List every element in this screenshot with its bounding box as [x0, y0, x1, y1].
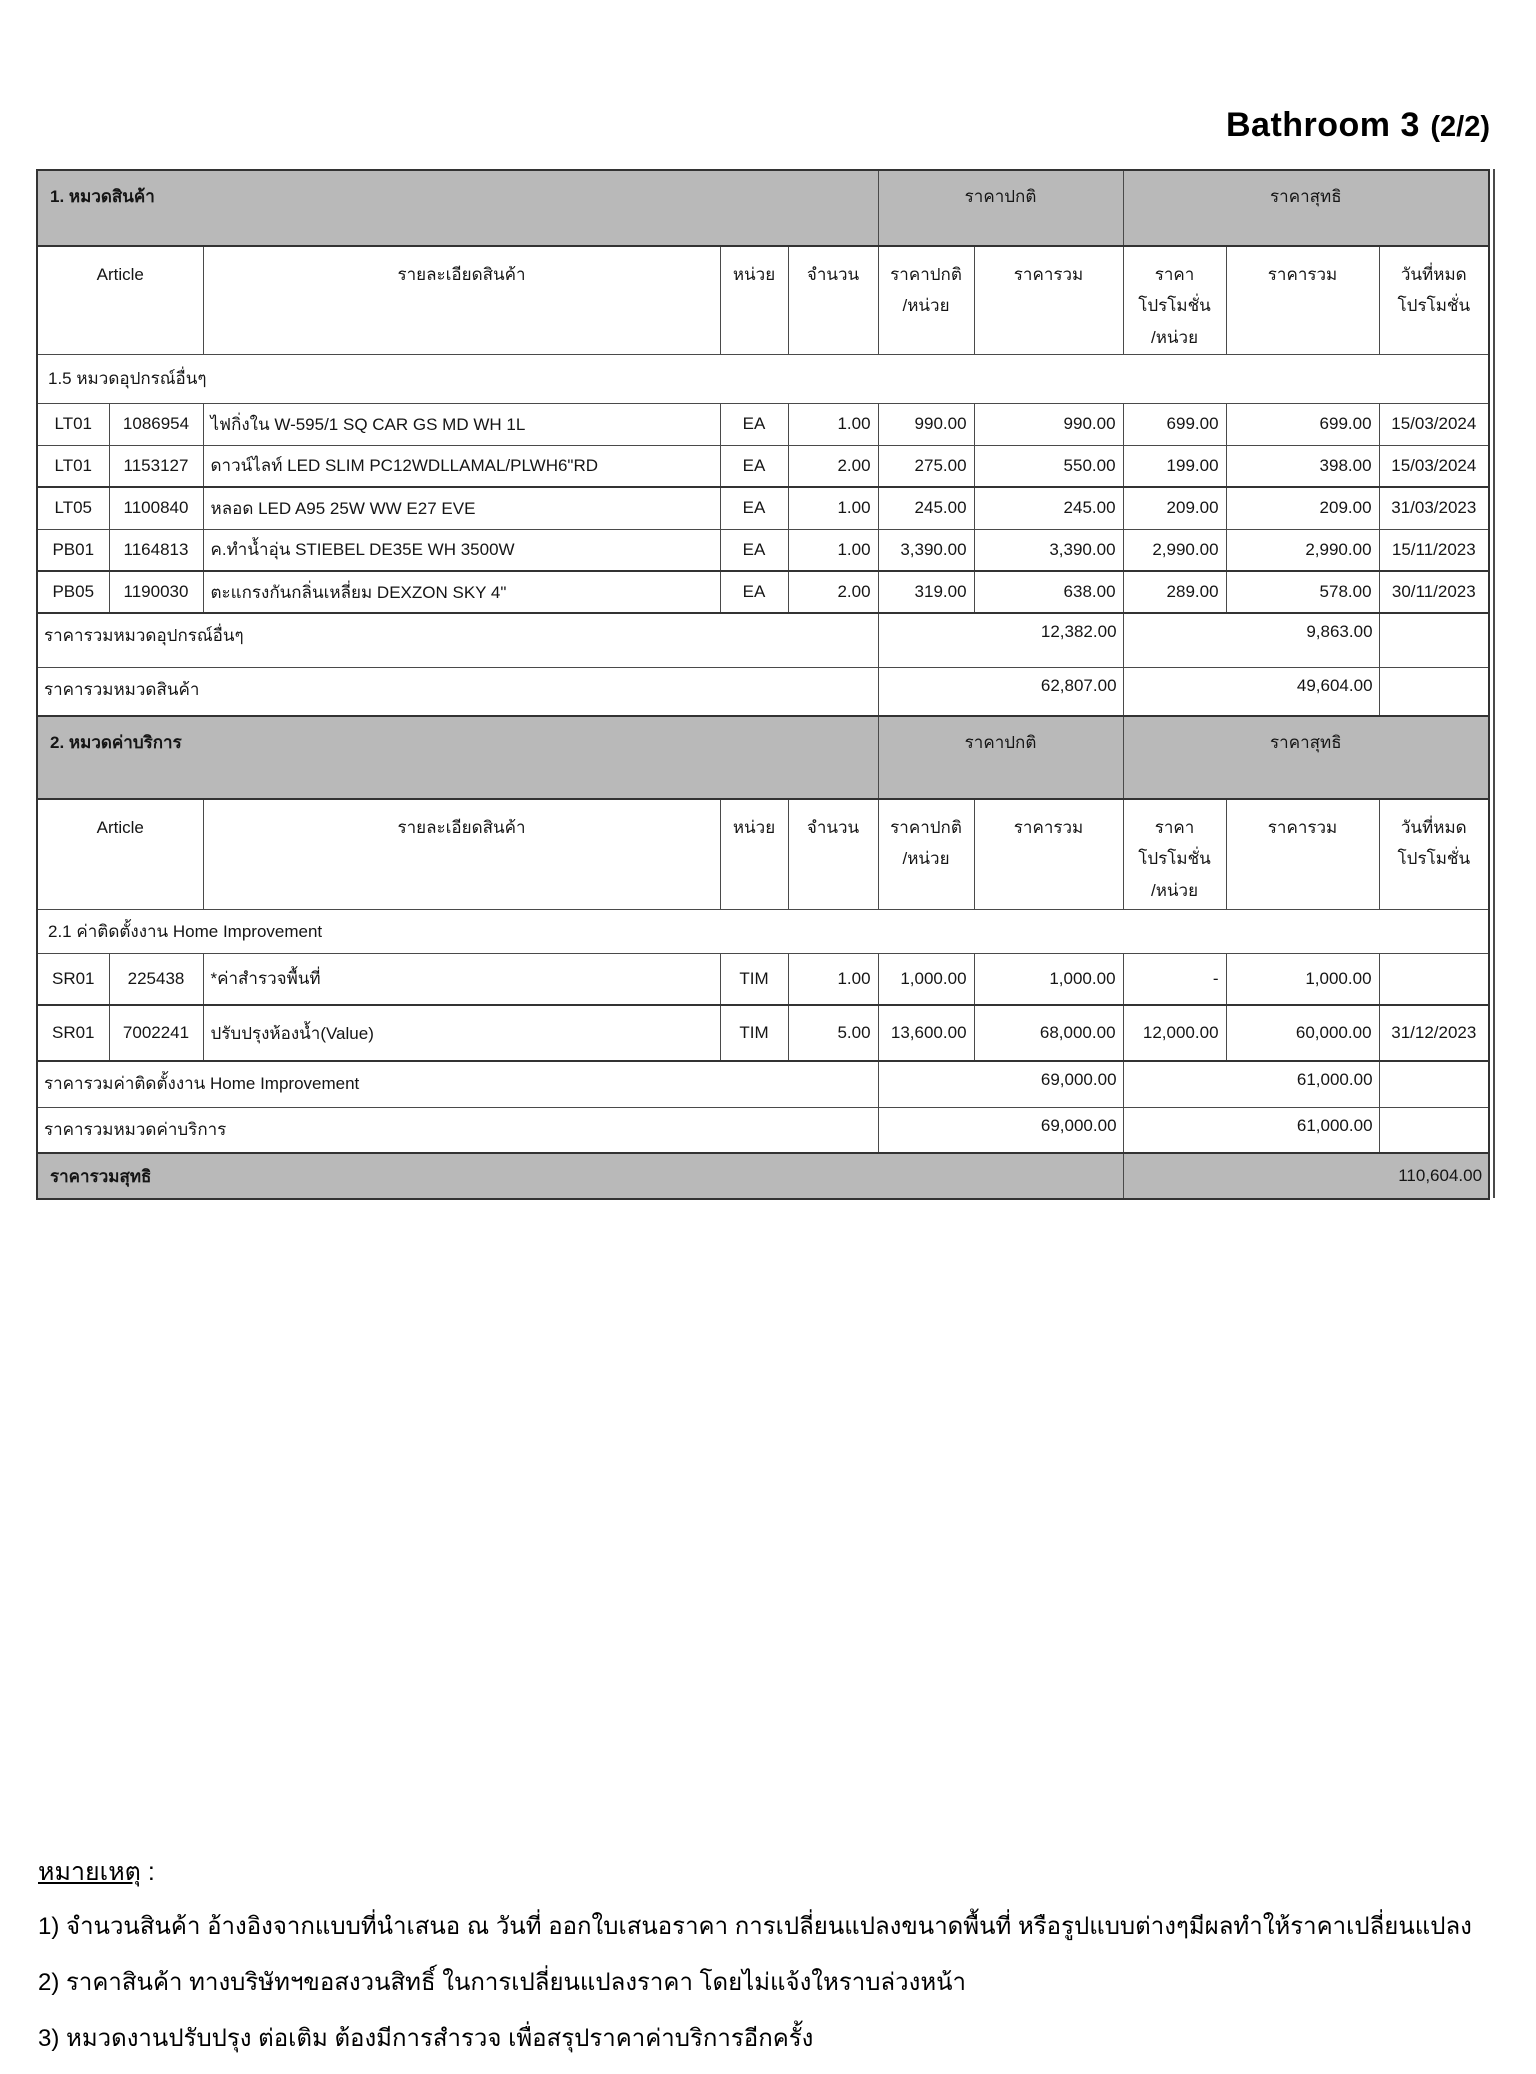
total-cell: 990.00	[974, 403, 1123, 445]
article-header-cell: Article	[37, 799, 203, 909]
total-cell: 1,000.00	[974, 953, 1123, 1005]
total-row-products	[37, 667, 1489, 716]
promo-unit-cell: 2,990.00	[1123, 529, 1226, 571]
promo-unit-price-header-line3: /หน่วย	[1151, 880, 1199, 900]
promo-end-cell: 31/03/2023	[1379, 487, 1489, 529]
promo-total-header-cell: ราคารวม	[1226, 799, 1379, 909]
promo-end-cell: 30/11/2023	[1379, 571, 1489, 613]
promo-end-cell: 15/11/2023	[1379, 529, 1489, 571]
table-row	[37, 445, 1489, 487]
qty-cell: 1.00	[788, 403, 878, 445]
promo-end-header-line2: โปรโมชั่น	[1397, 849, 1471, 869]
article-cell: 1153127	[109, 445, 203, 487]
promo-end-cell: 15/03/2024	[1379, 403, 1489, 445]
code-cell: SR01	[37, 953, 109, 1005]
total-cell: 550.00	[974, 445, 1123, 487]
subtotal-label: ราคารวมค่าติดตั้งงาน Home Improvement	[37, 1061, 878, 1107]
promo-unit-price-header-line2: โปรโมชั่น	[1138, 296, 1211, 316]
promo-total-cell: 578.00	[1226, 571, 1379, 613]
unit-cell: EA	[720, 529, 788, 571]
promo-unit-cell: 12,000.00	[1123, 1005, 1226, 1061]
promo-total-cell: 209.00	[1226, 487, 1379, 529]
section-band-products	[37, 170, 1489, 246]
normal-unit-price-header-cell	[878, 799, 974, 909]
unit-cell: EA	[720, 403, 788, 445]
subtotal-net-value: 9,863.00	[1123, 613, 1379, 667]
net-price-band-header: ราคาสุทธิ	[1123, 170, 1489, 246]
subtotal-row-installation	[37, 1061, 1489, 1107]
normal-price-band-header: ราคาปกติ	[878, 170, 1123, 246]
promo-total-cell: 2,990.00	[1226, 529, 1379, 571]
subtotal-net-value: 61,000.00	[1123, 1061, 1379, 1107]
code-cell: PB01	[37, 529, 109, 571]
promo-unit-price-header-line3: /หน่วย	[1151, 327, 1199, 347]
table-right-double-border	[1493, 169, 1495, 1198]
table-row	[37, 953, 1489, 1005]
total-normal-value: 69,000.00	[878, 1107, 1123, 1153]
promo-unit-cell: 699.00	[1123, 403, 1226, 445]
total-label: ราคารวมหมวดสินค้า	[37, 667, 878, 716]
promo-unit-price-header-line2: โปรโมชั่น	[1138, 849, 1211, 869]
description-cell: ค.ทำน้ำอุ่น STIEBEL DE35E WH 3500W	[203, 529, 720, 571]
subsection-title: 2.1 ค่าติดตั้งงาน Home Improvement	[37, 909, 1489, 953]
note-line: 3) หมวดงานปรับปรุง ต่อเติม ต้องมีการสำรวจ เพื่อสรุปราคาค่าบริการอีกครั้ง	[38, 2025, 814, 2052]
article-cell: 1190030	[109, 571, 203, 613]
column-header-row	[37, 799, 1489, 909]
promo-unit-price-header-cell	[1123, 799, 1226, 909]
table-row	[37, 529, 1489, 571]
unit-price-cell: 1,000.00	[878, 953, 974, 1005]
total-cell: 638.00	[974, 571, 1123, 613]
total-empty-cell	[1379, 667, 1489, 716]
page-title-main: Bathroom 3	[1225, 106, 1420, 144]
qty-header-cell: จำนวน	[788, 246, 878, 354]
subtotal-empty-cell	[1379, 613, 1489, 667]
promo-end-cell	[1379, 953, 1489, 1005]
qty-cell: 2.00	[788, 571, 878, 613]
total-cell: 68,000.00	[974, 1005, 1123, 1061]
subsection-row-installation	[37, 909, 1489, 953]
table-row	[37, 1005, 1489, 1061]
promo-end-header-line1: วันที่หมด	[1400, 265, 1467, 284]
unit-price-cell: 245.00	[878, 487, 974, 529]
article-cell: 1100840	[109, 487, 203, 529]
promo-total-header-cell: ราคารวม	[1226, 246, 1379, 354]
table-row	[37, 403, 1489, 445]
unit-price-cell: 275.00	[878, 445, 974, 487]
promo-unit-cell: 199.00	[1123, 445, 1226, 487]
description-header-cell: รายละเอียดสินค้า	[203, 799, 720, 909]
page-title	[1226, 106, 1490, 145]
promo-unit-price-header-line1: ราคา	[1154, 265, 1195, 284]
grand-total-label: ราคารวมสุทธิ	[37, 1153, 1123, 1199]
unit-cell: EA	[720, 571, 788, 613]
normal-unit-price-header-line2: /หน่วย	[902, 296, 950, 316]
total-normal-value: 62,807.00	[878, 667, 1123, 716]
grand-total-value: 110,604.00	[1123, 1153, 1489, 1199]
promo-end-header-line2: โปรโมชั่น	[1397, 296, 1471, 316]
notes-heading	[38, 1852, 1508, 1892]
article-header-cell: Article	[37, 246, 203, 354]
normal-total-header-cell: ราคารวม	[974, 246, 1123, 354]
unit-header-cell: หน่วย	[720, 246, 788, 354]
normal-unit-price-header-line2: /หน่วย	[902, 849, 950, 869]
unit-cell: TIM	[720, 953, 788, 1005]
notes-heading-text: หมายเหตุ	[38, 1858, 141, 1886]
unit-price-cell: 990.00	[878, 403, 974, 445]
article-cell: 225438	[109, 953, 203, 1005]
unit-cell: EA	[720, 487, 788, 529]
total-empty-cell	[1379, 1107, 1489, 1153]
code-cell: LT05	[37, 487, 109, 529]
promo-end-header-line1: วันที่หมด	[1400, 818, 1467, 837]
promo-end-header-cell	[1379, 799, 1489, 909]
normal-total-header-cell: ราคารวม	[974, 799, 1123, 909]
unit-price-cell: 3,390.00	[878, 529, 974, 571]
normal-unit-price-header-cell	[878, 246, 974, 354]
promo-end-cell: 15/03/2024	[1379, 445, 1489, 487]
article-cell: 1164813	[109, 529, 203, 571]
article-cell: 1086954	[109, 403, 203, 445]
qty-cell: 5.00	[788, 1005, 878, 1061]
total-cell: 245.00	[974, 487, 1123, 529]
note-line: 1) จำนวนสินค้า อ้างอิงจากแบบที่นำเสนอ ณ วันที่ ออกใบเสนอราคา การเปลี่ยนแปลงขนาดพื้นที่ หรือรูปแบบต่างๆมีผลทำให้ราคาเปลี่ยนแปลง	[38, 1913, 1472, 1940]
column-header-row	[37, 246, 1489, 354]
page-title-page-number: (2/2)	[1430, 111, 1490, 143]
promo-total-cell: 1,000.00	[1226, 953, 1379, 1005]
code-cell: LT01	[37, 445, 109, 487]
notes-section	[38, 1852, 1508, 2074]
table-row	[37, 571, 1489, 613]
notes-heading-colon: :	[140, 1858, 155, 1886]
total-cell: 3,390.00	[974, 529, 1123, 571]
subtotal-row-other-equipment	[37, 613, 1489, 667]
unit-header-cell: หน่วย	[720, 799, 788, 909]
table-row	[37, 487, 1489, 529]
section-band-services	[37, 716, 1489, 799]
normal-unit-price-header-line1: ราคาปกติ	[890, 818, 962, 837]
qty-cell: 1.00	[788, 487, 878, 529]
promo-total-cell: 398.00	[1226, 445, 1379, 487]
description-header-cell: รายละเอียดสินค้า	[203, 246, 720, 354]
description-cell: ดาวน์ไลท์ LED SLIM PC12WDLLAMAL/PLWH6"RD	[203, 445, 720, 487]
services-band-title: 2. หมวดค่าบริการ	[37, 716, 878, 799]
description-cell: *ค่าสำรวจพื้นที่	[203, 953, 720, 1005]
promo-total-cell: 60,000.00	[1226, 1005, 1379, 1061]
promo-end-cell: 31/12/2023	[1379, 1005, 1489, 1061]
subtotal-normal-value: 12,382.00	[878, 613, 1123, 667]
description-cell: ตะแกรงกันกลิ่นเหลี่ยม DEXZON SKY 4"	[203, 571, 720, 613]
unit-price-cell: 13,600.00	[878, 1005, 974, 1061]
quotation-table	[36, 169, 1490, 1200]
subtotal-label: ราคารวมหมวดอุปกรณ์อื่นๆ	[37, 613, 878, 667]
total-net-value: 61,000.00	[1123, 1107, 1379, 1153]
promo-total-cell: 699.00	[1226, 403, 1379, 445]
unit-price-cell: 319.00	[878, 571, 974, 613]
qty-header-cell: จำนวน	[788, 799, 878, 909]
qty-cell: 1.00	[788, 529, 878, 571]
grand-total-row	[37, 1153, 1489, 1199]
promo-unit-cell: -	[1123, 953, 1226, 1005]
qty-cell: 1.00	[788, 953, 878, 1005]
code-cell: LT01	[37, 403, 109, 445]
code-cell: SR01	[37, 1005, 109, 1061]
promo-unit-cell: 209.00	[1123, 487, 1226, 529]
promo-unit-price-header-cell	[1123, 246, 1226, 354]
normal-price-band-header: ราคาปกติ	[878, 716, 1123, 799]
total-net-value: 49,604.00	[1123, 667, 1379, 716]
normal-unit-price-header-line1: ราคาปกติ	[890, 265, 962, 284]
promo-unit-cell: 289.00	[1123, 571, 1226, 613]
description-cell: ไฟกิ่งใน W-595/1 SQ CAR GS MD WH 1L	[203, 403, 720, 445]
description-cell: หลอด LED A95 25W WW E27 EVE	[203, 487, 720, 529]
qty-cell: 2.00	[788, 445, 878, 487]
total-row-services	[37, 1107, 1489, 1153]
products-band-title: 1. หมวดสินค้า	[37, 170, 878, 246]
note-line: 2) ราคาสินค้า ทางบริษัทฯขอสงวนสิทธิ์ ในการเปลี่ยนแปลงราคา โดยไม่แจ้งใหราบล่วงหน้า	[38, 1969, 967, 1996]
unit-cell: EA	[720, 445, 788, 487]
article-cell: 7002241	[109, 1005, 203, 1061]
promo-unit-price-header-line1: ราคา	[1154, 818, 1195, 837]
code-cell: PB05	[37, 571, 109, 613]
subsection-row-other-equipment	[37, 354, 1489, 403]
subsection-title: 1.5 หมวดอุปกรณ์อื่นๆ	[37, 354, 1489, 403]
description-cell: ปรับปรุงห้องน้ำ(Value)	[203, 1005, 720, 1061]
net-price-band-header: ราคาสุทธิ	[1123, 716, 1489, 799]
unit-cell: TIM	[720, 1005, 788, 1061]
promo-end-header-cell	[1379, 246, 1489, 354]
total-label: ราคารวมหมวดค่าบริการ	[37, 1107, 878, 1153]
subtotal-normal-value: 69,000.00	[878, 1061, 1123, 1107]
subtotal-empty-cell	[1379, 1061, 1489, 1107]
